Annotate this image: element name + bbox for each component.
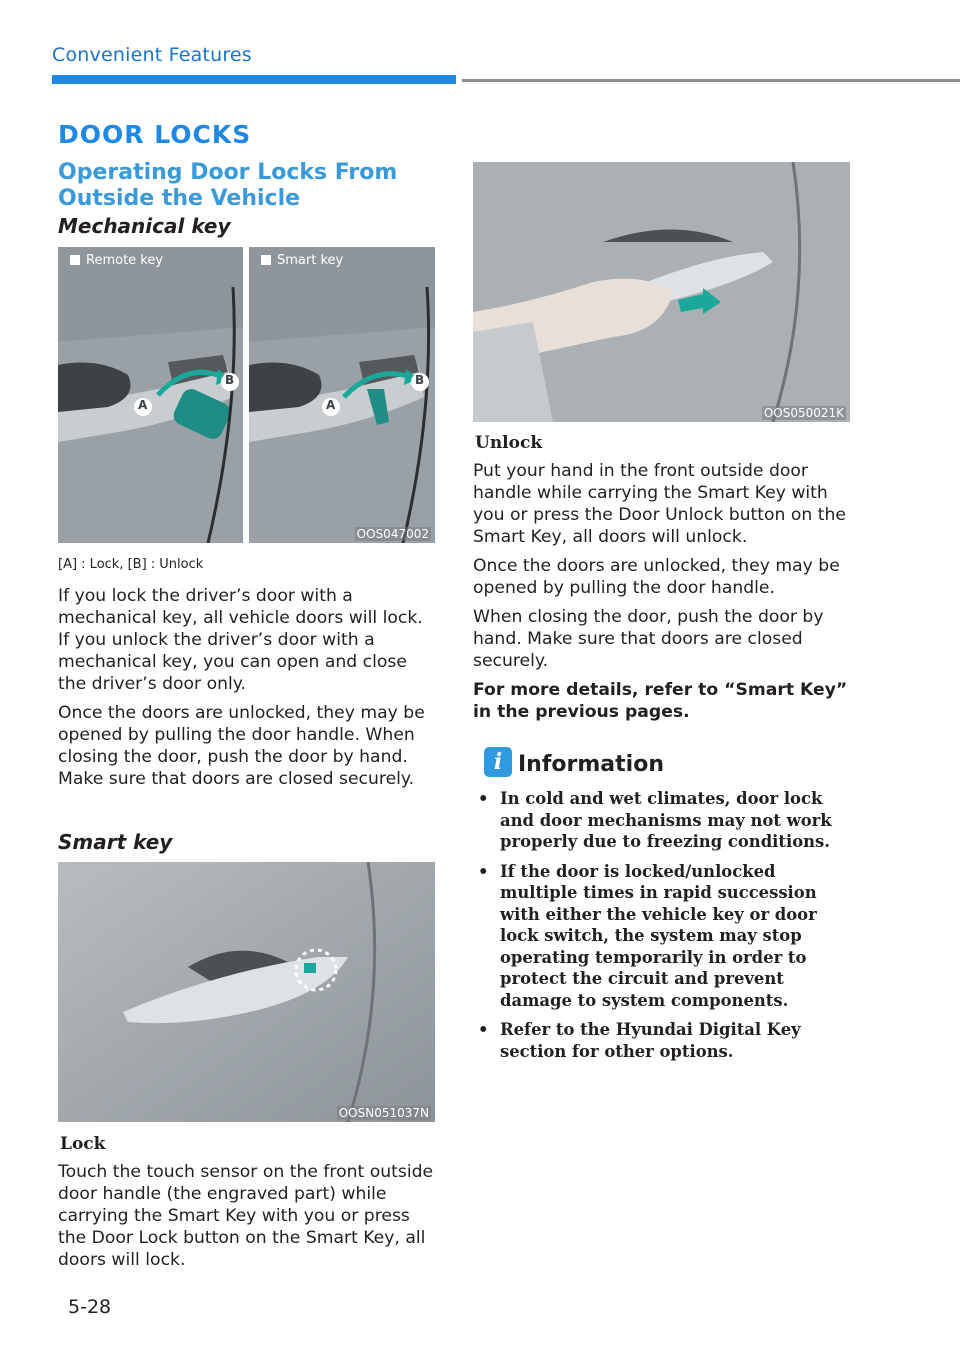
remote-key-label-text: Remote key: [86, 253, 164, 268]
mechanical-key-text: [58, 585, 438, 797]
unlock-heading: Unlock: [475, 433, 543, 453]
smart-key-label-text: Smart key: [277, 253, 344, 268]
door-handle-illustration: [58, 862, 435, 1122]
information-list: [474, 788, 854, 1070]
square-bullet-icon: [70, 255, 80, 265]
label-b: B: [225, 373, 235, 387]
label-a: A: [138, 398, 148, 412]
unlock-text: [473, 460, 853, 730]
image-code: OOSN051037N: [338, 1106, 429, 1120]
smart-key-figure: [249, 247, 435, 543]
info-icon: i: [484, 747, 512, 777]
lock-text: [58, 1161, 438, 1278]
smart-key-heading: Smart key: [58, 830, 173, 854]
mechanical-key-heading: Mechanical key: [58, 214, 231, 238]
header-bar-accent: [52, 75, 456, 84]
smart-key-label: [261, 253, 343, 268]
figure-caption: [A] : Lock, [B] : Unlock: [58, 557, 204, 572]
touch-sensor-figure: [58, 862, 435, 1122]
remote-key-label: [70, 253, 163, 268]
header-bar-divider: [462, 79, 960, 82]
paragraph: Put your hand in the front outside door handle while carrying the Smart Key with you or press the Door Unlock button on the Smart Key, all doors will unlock.: [473, 461, 846, 547]
page-number: 5-28: [68, 1296, 112, 1318]
square-bullet-icon: [261, 255, 271, 265]
paragraph: When closing the door, push the door by hand. Make sure that doors are closed securely.: [473, 607, 824, 671]
section-subtitle: Operating Door Locks From Outside the Vehicle: [58, 160, 398, 211]
lock-heading: Lock: [60, 1134, 106, 1154]
paragraph: Once the doors are unlocked, they may be opened by pulling the door handle.: [473, 556, 840, 598]
list-item: • Refer to the Hyundai Digital Key section for other options.: [474, 1019, 854, 1062]
smart-key-illustration: [249, 247, 435, 543]
list-item: • If the door is locked/unlocked multiple times in rapid succession with either the vehicle key or door lock switch, the system may stop operating temporarily in order to protect the circuit and prevent damage to system components.: [474, 861, 854, 1012]
paragraph: Once the doors are unlocked, they may be opened by pulling the door handle. When closing the door, push the door by hand. Make sure that doors are closed securely.: [58, 703, 425, 789]
remote-key-figure: [58, 247, 243, 543]
hand-on-handle-illustration: [473, 162, 850, 422]
unlock-figure: [473, 162, 850, 422]
information-title: Information: [518, 752, 664, 777]
paragraph: If you lock the driver’s door with a mechanical key, all vehicle doors will lock. If you unlock the driver’s door with a mechanical key, you can open and close the driver’s door only.: [58, 586, 423, 694]
label-b-smart: B: [415, 373, 425, 387]
page-title: DOOR LOCKS: [58, 120, 252, 149]
label-a-smart: A: [326, 398, 336, 412]
remote-key-illustration: [58, 247, 243, 543]
list-item: • In cold and wet climates, door lock and door mechanisms may not work properly due to freezing conditions.: [474, 788, 854, 853]
image-code: OOS050021K: [763, 406, 844, 420]
paragraph: Touch the touch sensor on the front outside door handle (the engraved part) while carrying the Smart Key with you or press the Door Lock button on the Smart Key, all doors will lock.: [58, 1162, 434, 1270]
reference-note: For more details, refer to “Smart Key” in the previous pages.: [473, 680, 848, 722]
image-code: OOS047002: [356, 527, 429, 541]
section-header: Convenient Features: [52, 44, 252, 66]
